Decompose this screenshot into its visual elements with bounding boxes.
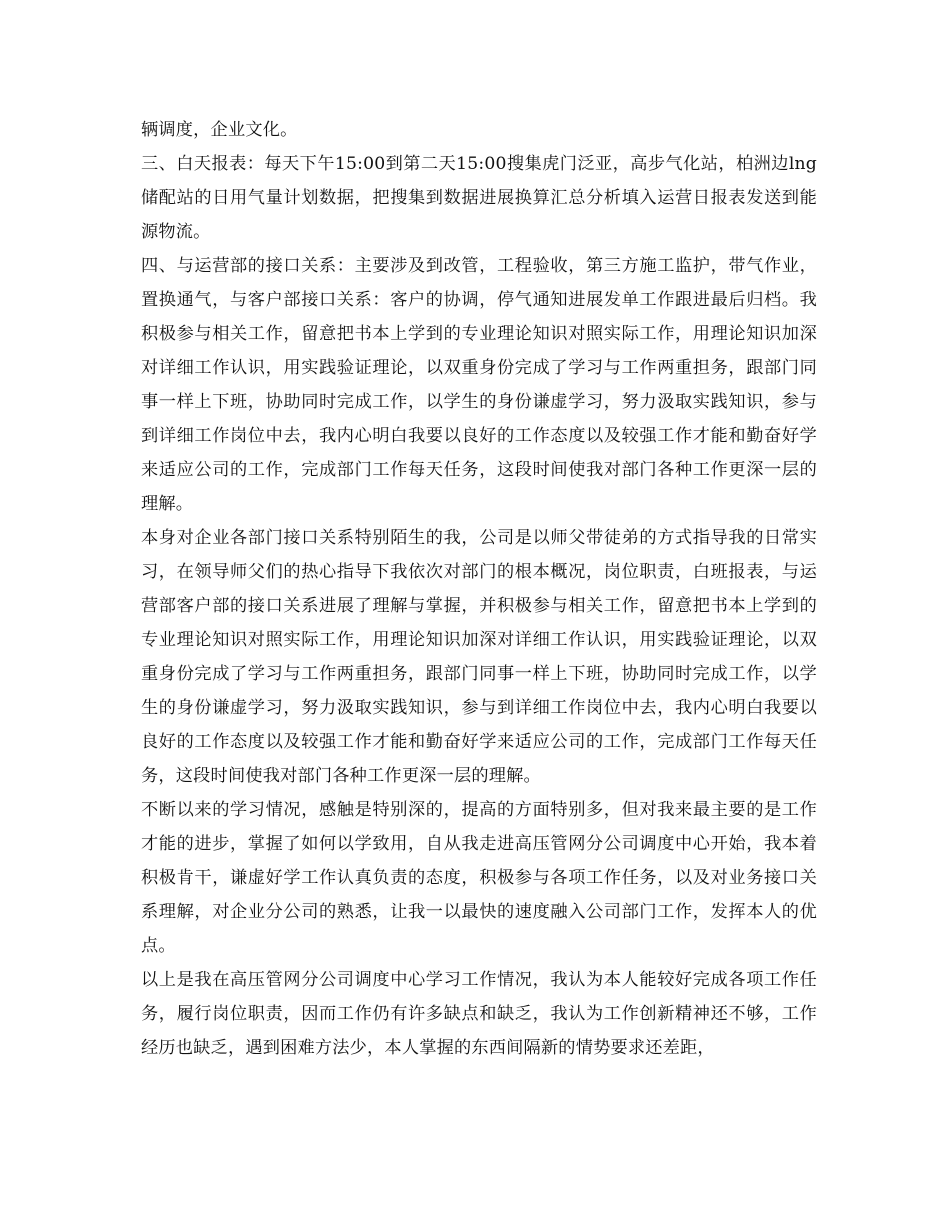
paragraph-conclusion: 以上是我在高压管网分公司调度中心学习工作情况，我认为本人能较好完成各项工作任务，履行岗位职责，因而工作仍有许多缺点和缺乏，我认为工作创新精神还不够，工作经历也缺乏，遇到困难方法少，本人掌握的东西间隔新的情势要求还差距， [141,970,817,1058]
paragraph-learning-summary: 不断以来的学习情况，感触是特别深的，提高的方面特别多，但对我来最主要的是工作才能的进步，掌握了如何以学致用，自从我走进高压管网分公司调度中心开始，我本着积极肯干，谦虚好学工作认真负责的态度，积极参与各项工作任务，以及对业务接口关系理解，对企业分公司的熟悉，让我一以最快的速度融入公司部门工作，发挥本人的优点。 [141,800,817,956]
document-body [141,113,817,1065]
paragraph-interface-relations: 四、与运营部的接口关系：主要涉及到改管，工程验收，第三方施工监护，带气作业，置换通气，与客户部接口关系：客户的协调，停气通知进展发单工作跟进最后归档。我积极参与相关工作，留意把书本上学到的专业理论知识对照实际工作，用理论知识加深对详细工作认识，用实践验证理论，以双重身份完成了学习与工作两重担务，跟部门同事一样上下班，协助同时完成工作，以学生的身份谦虚学习，努力汲取实践知识，参与到详细工作岗位中去，我内心明白我要以良好的工作态度以及较强工作才能和勤奋好学来适应公司的工作，完成部门工作每天任务，这段时间使我对部门各种工作更深一层的理解。 [141,256,817,514]
paragraph-mentorship: 本身对企业各部门接口关系特别陌生的我，公司是以师父带徒弟的方式指导我的日常实习，在领导师父们的热心指导下我依次对部门的根本概况，岗位职责，白班报表，与运营部客户部的接口关系进展了理解与掌握，并积极参与相关工作，留意把书本上学到的专业理论知识对照实际工作，用理论知识加深对详细工作认识，用实践验证理论，以双重身份完成了学习与工作两重担务，跟部门同事一样上下班，协助同时完成工作，以学生的身份谦虚学习，努力汲取实践知识，参与到详细工作岗位中去，我内心明白我要以良好的工作态度以及较强工作才能和勤奋好学来适应公司的工作，完成部门工作每天任务，这段时间使我对部门各种工作更深一层的理解。 [141,528,817,786]
paragraph-daily-report: 三、白天报表：每天下午15:00到第二天15:00搜集虎门泛亚，高步气化站，柏洲边lng储配站的日用气量计划数据，把搜集到数据进展换算汇总分析填入运营日报表发送到能源物流。 [141,154,817,242]
paragraph-continuation: 辆调度，企业文化。 [141,120,298,140]
